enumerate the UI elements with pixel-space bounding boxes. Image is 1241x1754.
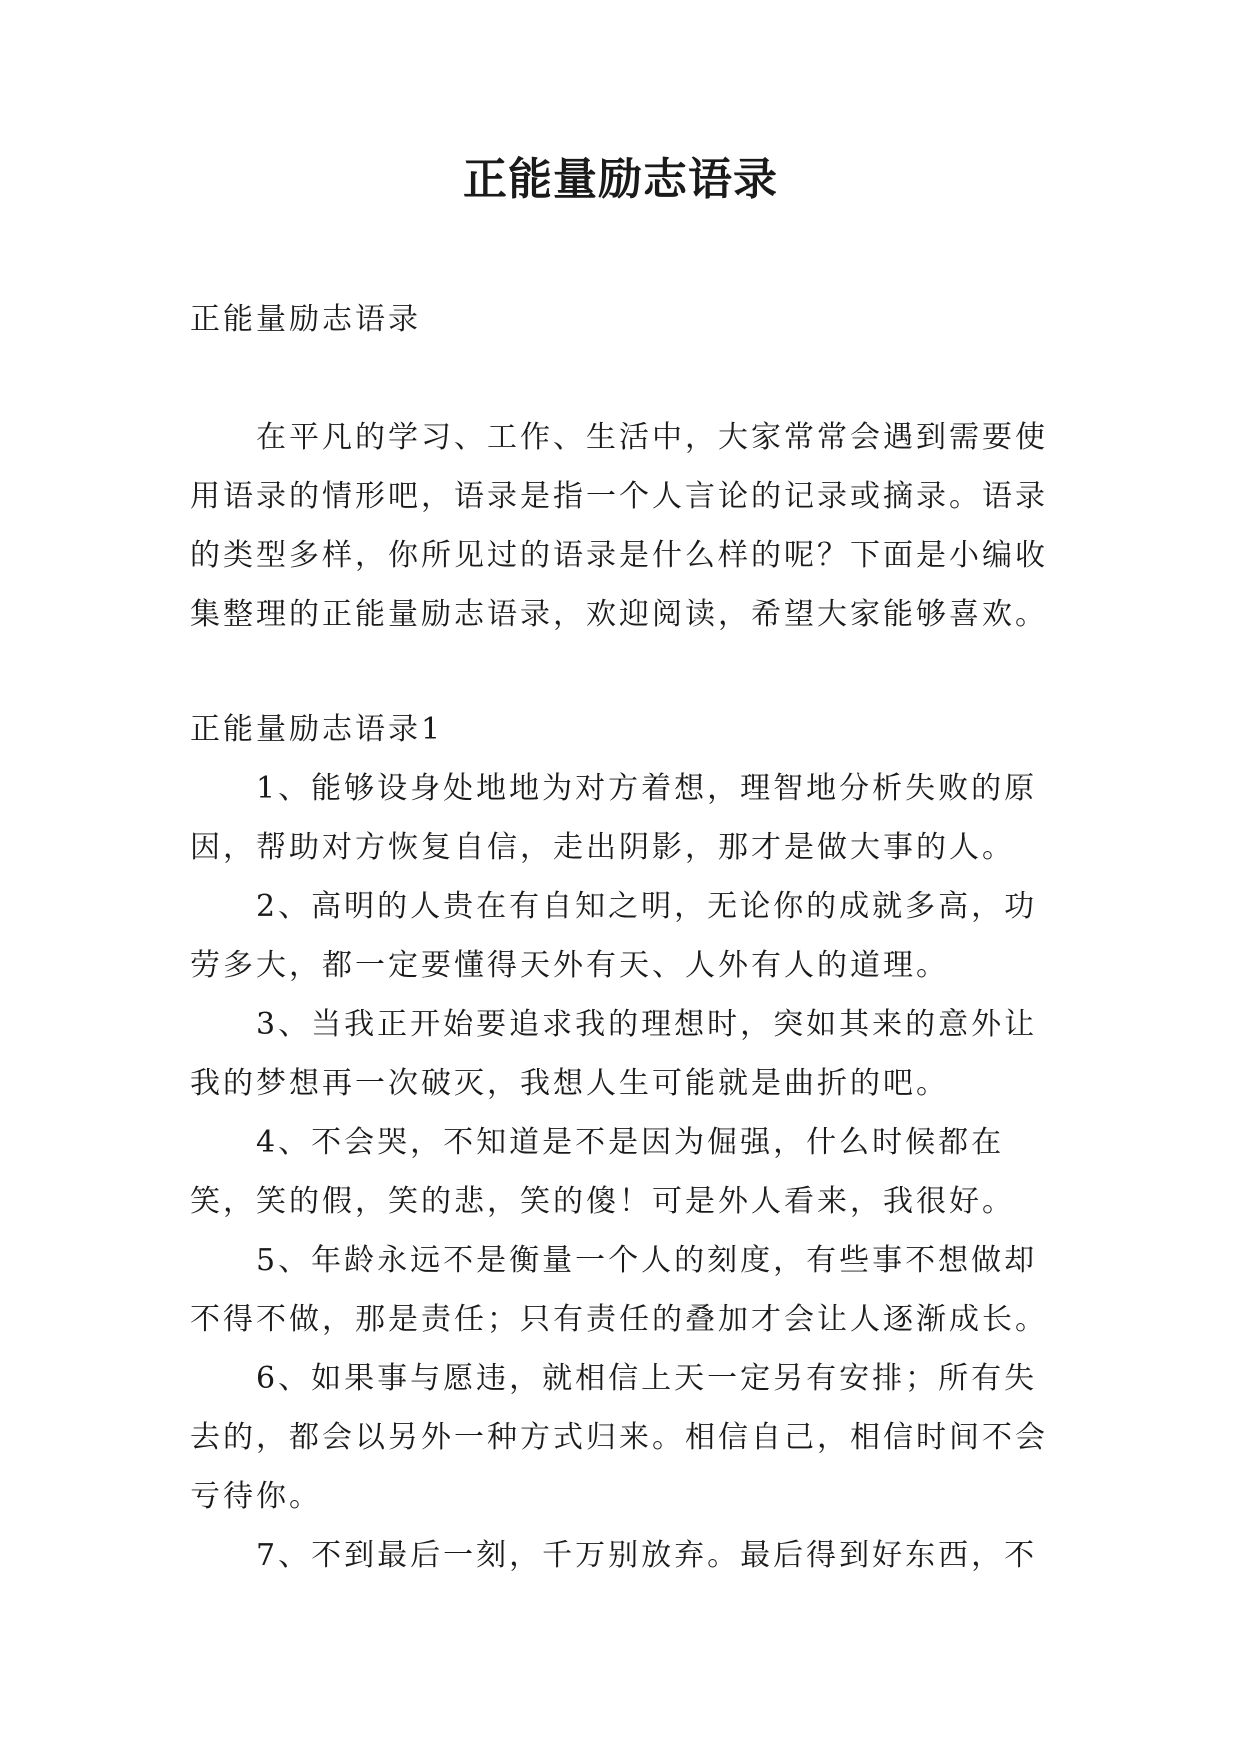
- quote-item-5: 5、年龄永远不是衡量一个人的刻度，有些事不想做却不得不做，那是责任；只有责任的叠加才会让人逐渐成长。: [190, 1243, 1048, 1337]
- quote-item-1: 1、能够设身处地地为对方着想，理智地分析失败的原因，帮助对方恢复自信，走出阴影，那才是做大事的人。: [190, 771, 1038, 865]
- intro-paragraph: 在平凡的学习、工作、生活中，大家常常会遇到需要使用语录的情形吧，语录是指一个人言论的记录或摘录。语录的类型多样，你所见过的语录是什么样的呢？下面是小编收集整理的正能量励志语录，欢迎阅读，希望大家能够喜欢。: [190, 420, 1048, 632]
- quote-item-2: 2、高明的人贵在有自知之明，无论你的成就多高，功劳多大，都一定要懂得天外有天、人外有人的道理。: [190, 889, 1038, 983]
- quote-item-3: 3、当我正开始要追求我的理想时，突如其来的意外让我的梦想再一次破灭，我想人生可能就是曲折的吧。: [190, 1007, 1038, 1101]
- document-subtitle: 正能量励志语录: [190, 302, 421, 337]
- document-title: 正能量励志语录: [463, 154, 778, 205]
- section-heading: 正能量励志语录1: [190, 712, 444, 747]
- quote-item-4: 4、不会哭，不知道是不是因为倔强，什么时候都在笑，笑的假，笑的悲，笑的傻！可是外人看来，我很好。: [190, 1125, 1015, 1219]
- quote-item-6: 6、如果事与愿违，就相信上天一定另有安排；所有失去的，都会以另外一种方式归来。相信自己，相信时间不会亏待你。: [190, 1361, 1048, 1514]
- document-body: [190, 290, 1070, 1585]
- quote-item-7: 7、不到最后一刻，千万别放弃。最后得到好东西，不: [256, 1538, 1038, 1573]
